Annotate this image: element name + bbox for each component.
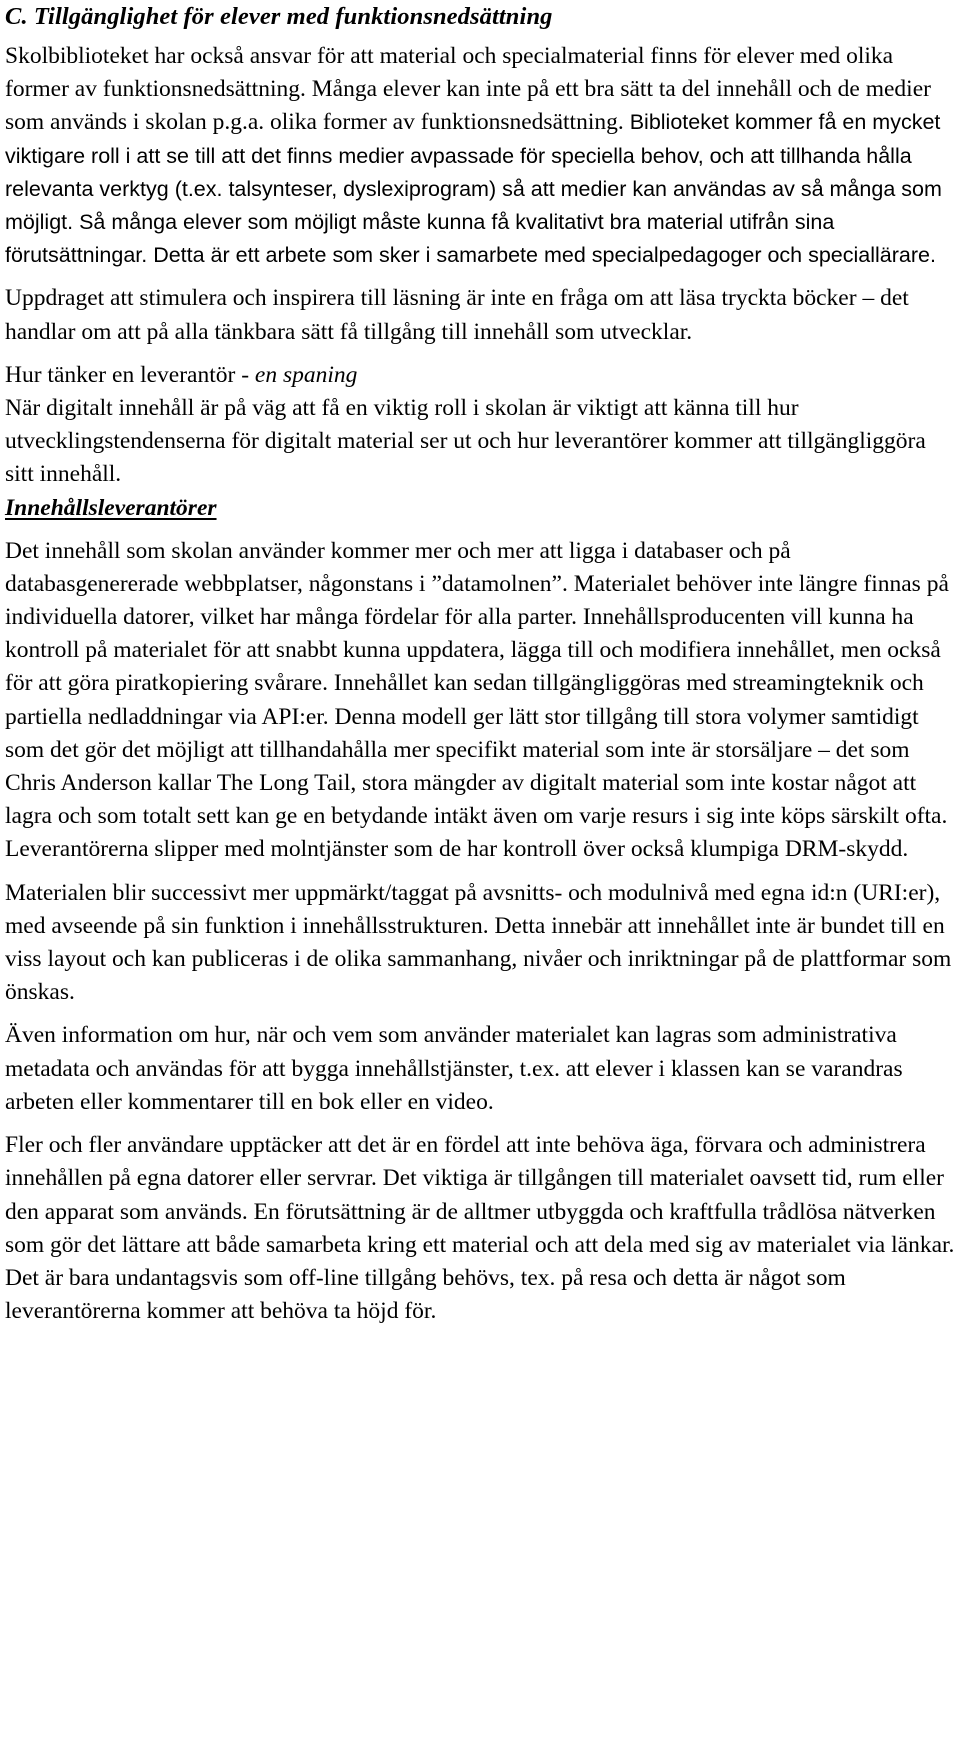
supplier-heading-emphasis: en spaning	[254, 361, 358, 388]
section-heading-content-suppliers: Innehållsleverantörer	[5, 494, 217, 521]
section-heading-accessibility: C. Tillgänglighet för elever med funktionsnedsättning	[5, 3, 553, 30]
paragraph-tagging: Materialen blir successivt mer uppmärkt/taggat på avsnitts- och modulnivå med egna id:n (URI:er), med avseende på sin funktion i innehållsstrukturen. Detta innebär att innehållet inte är bundet till en viss layout och kan publiceras i de olika sammanhang, nivåer och inriktningar på de plattformar som önskas.	[5, 879, 952, 1006]
paragraph-serif-part: Skolbiblioteket har också ansvar för att material och specialmaterial finns för elever med olika former av funktionsnedsättning. Många elever kan inte på ett bra sätt ta del innehåll och de medier som används i skolan p.g.a. olika former av funktionsnedsättning.	[5, 43, 931, 136]
paragraph-library-responsibility	[5, 40, 955, 272]
supplier-heading-lead: Hur tänker en leverantör -	[5, 361, 255, 388]
supplier-body: När digitalt innehåll är på väg att få en viktig roll i skolan är viktigt att känna till hur utvecklingstendenserna för digitalt material ser ut och hur leverantörer kommer att tillgängliggöra sitt innehåll.	[5, 395, 926, 488]
paragraph-metadata: Även information om hur, när och vem som använder materialet kan lagras som administrativa metadata och användas för att bygga innehållstjänster, t.ex. att elever i klassen kan se varandras arbeten eller kommentarer till en bok eller en video.	[5, 1022, 903, 1115]
paragraph-supplier-outlook	[5, 359, 955, 492]
paragraph-cloud-content: Det innehåll som skolan använder kommer mer och mer att ligga i databaser och på databasgenererade webbplatser, någonstans i ”datamolnen”. Materialet behöver inte längre finnas på individuella datorer, vilket har många fördelar för alla parter. Innehållsproducenten vill kunna ha kontroll på materialet för att snabbt kunna uppdatera, lägga till och modifiera innehållet, men också för att göra piratkopiering svårare. Innehållet kan sedan tillgängliggöras med streamingteknik och partiella nedladdningar via API:er. Denna modell ger lätt stor tillgång till stora volymer samtidigt som det gör det möjligt att tillhandahålla mer specifikt material som inte är storsäljare – det som Chris Anderson kallar The Long Tail, stora mängder av digitalt material som inte kostar något att lagra och som totalt sett kan ge en betydande intäkt även om varje resurs i sig inte köps särskilt ofta. Leverantörerna slipper med molntjänster som de har kontroll över också klumpiga DRM-skydd.	[5, 537, 949, 863]
paragraph-access: Fler och fler användare upptäcker att det är en fördel att inte behöva äga, förvara och administrera innehållen på egna datorer eller servrar. Det viktiga är tillgången till materialet oavsett tid, rum eller den apparat som används. En förutsättning är de alltmer utbyggda och kraftfulla trådlösa nätverken som gör det lättare att både samarbeta kring ett material och att dela med sig av materialet via länkar. Det är bara undantagsvis som off-line tillgång behövs, tex. på resa och detta är något som leverantörerna kommer att behöva ta höjd för.	[5, 1132, 955, 1325]
document-page	[5, 0, 955, 1328]
paragraph-sans-part: Biblioteket kommer få en mycket viktigare roll i att se till att det finns medier avpassade för speciella behov, och att tillhanda hålla relevanta verktyg (t.ex. talsynteser, dyslexiprogram) så att medier kan användas av så många som möjligt. Så många elever som möjligt måste kunna få kvalitativt bra material utifrån sina förutsättningar. Detta är ett arbete som sker i samarbete med specialpedagoger och speciallärare.	[5, 110, 942, 268]
paragraph-reading-mission: Uppdraget att stimulera och inspirera till läsning är inte en fråga om att läsa tryckta böcker – det handlar om att på alla tänkbara sätt få tillgång till innehåll som utvecklar.	[5, 285, 909, 345]
